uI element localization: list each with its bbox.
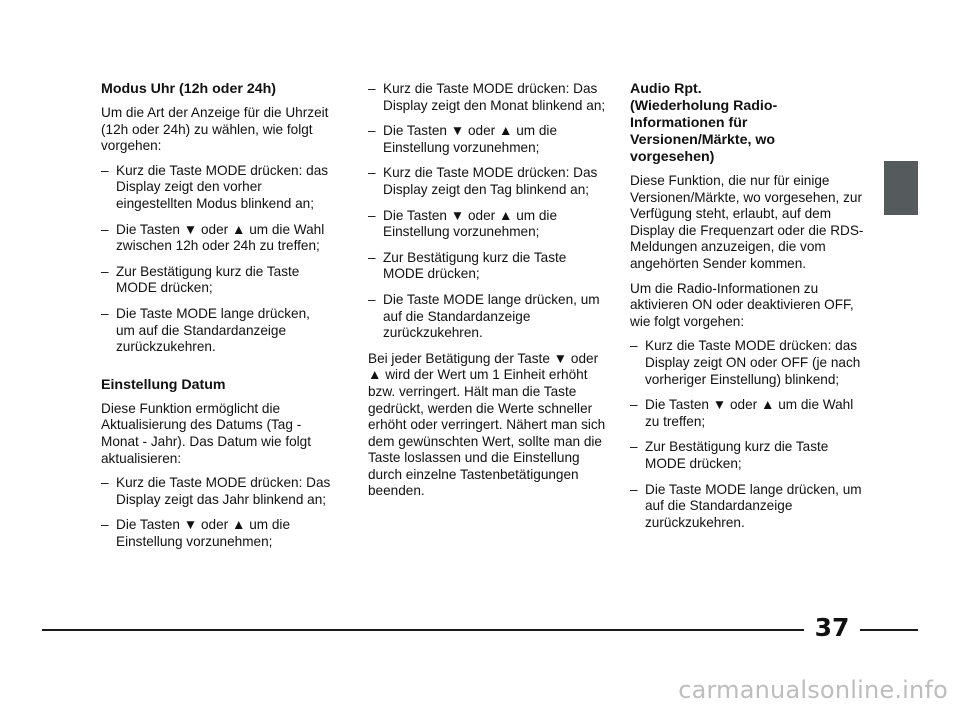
page-number: 37 bbox=[814, 613, 850, 642]
section-tab bbox=[884, 161, 918, 215]
list-item: – Die Taste MODE lange drücken, um auf die Standardanzeige zurückzukehren. bbox=[630, 482, 866, 532]
column-2 bbox=[368, 81, 606, 508]
list-item: – Die Tasten ▼ oder ▲ um die Wahl zu treffen; bbox=[630, 397, 866, 430]
list-item: – Kurz die Taste MODE drücken: Das Display zeigt den Monat blinkend an; bbox=[368, 81, 606, 114]
list-item: – Die Tasten ▼ oder ▲ um die Einstellung vorzunehmen; bbox=[101, 517, 331, 550]
paragraph-key-behaviour: Bei jeder Betätigung der Taste ▼ oder ▲ wird der Wert um 1 Einheit erhöht bzw. verringert. Hält man die Taste gedrückt, werden die Werte schneller erhöht oder verringert. Nähert man sich dem gewünschten Wert, sollte man die Taste loslassen und die Einstellung durch einzelne Tastenbetätigungen beenden. bbox=[368, 350, 606, 499]
list-item: – Kurz die Taste MODE drücken: das Display zeigt den vorher eingestellten Modus blinkend an; bbox=[101, 163, 331, 213]
list-item: – Die Taste MODE lange drücken, um auf die Standardanzeige zurückzukehren. bbox=[101, 306, 331, 356]
list-item: – Zur Bestätigung kurz die Taste MODE drücken; bbox=[630, 439, 866, 472]
list-date-steps-continued bbox=[368, 81, 606, 342]
paragraph-audio-activate: Um die Radio-Informationen zu aktivieren ON oder deaktivieren OFF, wie folgt vorgehen: bbox=[630, 280, 854, 329]
list-date-steps bbox=[101, 475, 331, 550]
heading-audio-rpt: Audio Rpt. (Wiederholung Radio-Informationen für Versionen/Märkte, wo vorgesehen) bbox=[630, 81, 778, 165]
list-item: – Die Tasten ▼ oder ▲ um die Wahl zwischen 12h oder 24h zu treffen; bbox=[101, 222, 331, 255]
list-audio-steps bbox=[630, 338, 866, 531]
list-item: – Die Taste MODE lange drücken, um auf die Standardanzeige zurückzukehren. bbox=[368, 292, 606, 342]
paragraph-audio-intro: Diese Funktion, die nur für einige Versionen/Märkte, wo vorgesehen, zur Verfügung steht, erlaubt, auf dem Display die Frequenzart oder die RDS-Meldungen anzuzeigen, die vom angehörten Sender kommen. bbox=[630, 173, 864, 271]
footer-rule-right bbox=[860, 629, 918, 631]
list-item: – Die Tasten ▼ oder ▲ um die Einstellung vorzunehmen; bbox=[368, 208, 606, 241]
column-1 bbox=[101, 81, 331, 559]
paragraph-clock-intro: Um die Art der Anzeige für die Uhrzeit (12h oder 24h) zu wählen, wie folgt vorgehen: bbox=[101, 105, 329, 154]
list-item: – Zur Bestätigung kurz die Taste MODE drücken; bbox=[101, 264, 331, 297]
watermark: carmanualsonline.info bbox=[678, 676, 948, 704]
heading-clock-mode: Modus Uhr (12h oder 24h) bbox=[101, 81, 276, 97]
list-item: – Zur Bestätigung kurz die Taste MODE drücken; bbox=[368, 250, 606, 283]
list-item: – Die Tasten ▼ oder ▲ um die Einstellung vorzunehmen; bbox=[368, 123, 606, 156]
heading-date-setting: Einstellung Datum bbox=[101, 376, 226, 393]
paragraph-date-intro: Diese Funktion ermöglicht die Aktualisierung des Datums (Tag - Monat - Jahr). Das Datum wie folgt aktualisieren: bbox=[101, 400, 312, 466]
list-item: – Kurz die Taste MODE drücken: Das Display zeigt den Tag blinkend an; bbox=[368, 165, 606, 198]
list-item: – Kurz die Taste MODE drücken: das Display zeigt ON oder OFF (je nach vorheriger Einstellung) blinkend; bbox=[630, 338, 866, 388]
column-3 bbox=[630, 81, 866, 540]
footer-rule-left bbox=[42, 629, 804, 631]
list-item: – Kurz die Taste MODE drücken: Das Display zeigt das Jahr blinkend an; bbox=[101, 475, 331, 508]
list-clock-steps bbox=[101, 163, 331, 356]
